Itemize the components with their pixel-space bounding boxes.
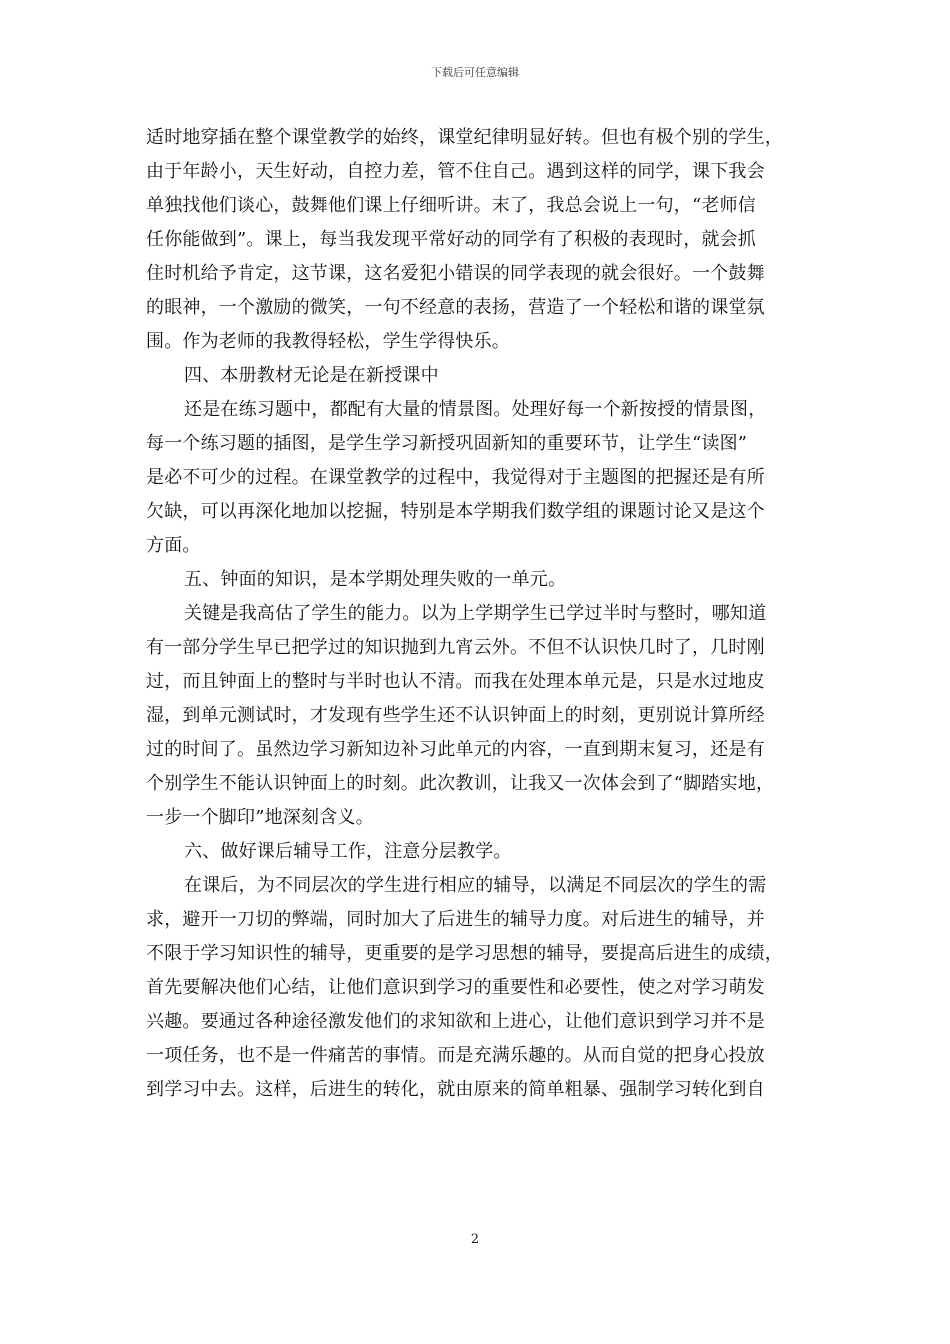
text-line: 一项任务，也不是一件痛苦的事情。而是充满乐趣的。从而自觉的把身心投放 bbox=[146, 1045, 765, 1066]
text-line: 围。作为老师的我教得轻松，学生学得快乐。 bbox=[146, 331, 510, 352]
text-line: 关键是我高估了学生的能力。以为上学期学生已学过半时与整时，哪知道 bbox=[184, 603, 767, 624]
text-line: 欠缺，可以再深化地加以挖掘，特别是本学期我们数学组的课题讨论又是这个 bbox=[146, 501, 765, 522]
page-header: 下载后可任意编辑 bbox=[431, 66, 519, 79]
text-line: 单独找他们谈心，鼓舞他们课上仔细听讲。末了，我总会说上一句，“老师信 bbox=[146, 195, 756, 216]
section-heading: 六、做好课后辅导工作，注意分层教学。 bbox=[184, 841, 512, 862]
text-line: 任你能做到”。课上，每当我发现平常好动的同学有了积极的表现时，就会抓 bbox=[146, 229, 756, 250]
text-line: 每一个练习题的插图，是学生学习新授巩固新知的重要环节，让学生“读图” bbox=[146, 433, 748, 454]
text-line: 还是在练习题中，都配有大量的情景图。处理好每一个新按授的情景图， bbox=[184, 399, 767, 420]
text-line: 的眼神，一个激励的微笑，一句不经意的表扬，营造了一个轻松和谐的课堂氛 bbox=[146, 297, 765, 318]
text-line: 个别学生不能认识钟面上的时刻。此次教训，让我又一次体会到了“脚踏实地， bbox=[146, 773, 775, 794]
text-line: 过的时间了。虽然边学习新知边补习此单元的内容，一直到期末复习，还是有 bbox=[146, 739, 765, 760]
text-line: 兴趣。要通过各种途径激发他们的求知欲和上进心，让他们意识到学习并不是 bbox=[146, 1011, 765, 1032]
page-number: 2 bbox=[470, 1232, 480, 1247]
section-heading: 四、本册教材无论是在新授课中 bbox=[184, 365, 439, 386]
text-line: 适时地穿插在整个课堂教学的始终，课堂纪律明显好转。但也有极个别的学生， bbox=[146, 127, 783, 148]
text-line: 过，而且钟面上的整时与半时也认不清。而我在处理本单元是，只是水过地皮 bbox=[146, 671, 765, 692]
text-line: 首先要解决他们心结，让他们意识到学习的重要性和必要性，使之对学习萌发 bbox=[146, 977, 765, 998]
text-line: 不限于学习知识性的辅导，更重要的是学习思想的辅导，要提高后进生的成绩， bbox=[146, 943, 783, 964]
text-line: 有一部分学生早已把学过的知识抛到九宵云外。不但不认识快几时了，几时刚 bbox=[146, 637, 765, 658]
text-line: 一步一个脚印”地深刻含义。 bbox=[146, 807, 374, 828]
text-line: 湿，到单元测试时，才发现有些学生还不认识钟面上的时刻，更别说计算所经 bbox=[146, 705, 765, 726]
text-line: 方面。 bbox=[146, 535, 201, 556]
text-line: 由于年龄小，天生好动，自控力差，管不住自己。遇到这样的同学，课下我会 bbox=[146, 161, 765, 182]
text-line: 在课后，为不同层次的学生进行相应的辅导，以满足不同层次的学生的需 bbox=[184, 875, 767, 896]
document-body bbox=[146, 121, 806, 1107]
text-line: 住时机给予肯定，这节课，这名爱犯小错误的同学表现的就会很好。一个鼓舞 bbox=[146, 263, 765, 284]
text-line: 到学习中去。这样，后进生的转化，就由原来的简单粗暴、强制学习转化到自 bbox=[146, 1079, 765, 1100]
text-line: 是必不可少的过程。在课堂教学的过程中，我觉得对于主题图的把握还是有所 bbox=[146, 467, 765, 488]
text-line: 求，避开一刀切的弊端，同时加大了后进生的辅导力度。对后进生的辅导，并 bbox=[146, 909, 765, 930]
section-heading: 五、钟面的知识，是本学期处理失败的一单元。 bbox=[184, 569, 567, 590]
